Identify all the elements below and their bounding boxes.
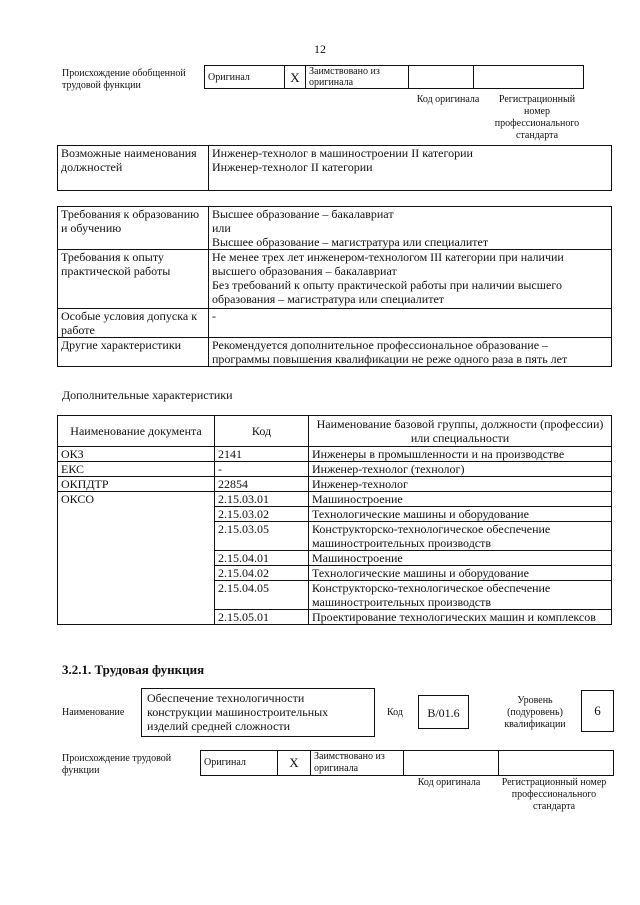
positions-values xyxy=(209,146,612,191)
header-doc: Наименование документа xyxy=(58,416,215,447)
origin-borrowed-cell: Заимствовано из оригинала xyxy=(306,66,409,89)
page-number: 12 xyxy=(314,42,326,56)
function-name-label: Наименование xyxy=(62,707,125,718)
row-name: Проектирование технологических машин и комплексов xyxy=(309,610,612,625)
table-header-row xyxy=(58,416,612,447)
row-name: Инженер-технолог xyxy=(309,477,612,492)
row-code: 2141 xyxy=(215,447,309,462)
position-item: Инженер-технолог в машиностроении II категории xyxy=(212,146,473,160)
requirement-label: Особые условия допуска к работе xyxy=(58,309,209,338)
reg-number-cell xyxy=(474,66,584,89)
requirement-line: Без требований к опыту практической работы при наличии высшего образования – магистратура или специалитет xyxy=(212,278,562,306)
position-item: Инженер-технолог II категории xyxy=(212,160,373,174)
requirement-line: Высшее образование – магистратура или специалитет xyxy=(212,235,489,249)
table-row xyxy=(58,492,612,507)
row-code: 2.15.03.02 xyxy=(215,507,309,522)
row-code: 2.15.05.01 xyxy=(215,610,309,625)
requirement-label: Другие характеристики xyxy=(58,338,209,367)
table-row xyxy=(58,477,612,492)
row-code: 2.15.03.05 xyxy=(215,522,309,551)
row-doc: ОКЗ xyxy=(58,447,215,462)
requirement-row xyxy=(58,207,612,250)
section-heading: 3.2.1. Трудовая функция xyxy=(62,662,205,677)
row-name: Инженеры в промышленности и на производстве xyxy=(309,447,612,462)
requirement-value xyxy=(209,309,612,338)
requirement-value xyxy=(209,207,612,250)
row-doc: ЕКС xyxy=(58,462,215,477)
header-code: Код xyxy=(215,416,309,447)
origin-function-code-cell xyxy=(404,751,499,776)
requirement-value xyxy=(209,338,612,367)
additional-table xyxy=(57,415,612,625)
table-row xyxy=(58,462,612,477)
origin-function-original-cell: Оригинал xyxy=(201,751,278,776)
row-name: Технологические машины и оборудование xyxy=(309,566,612,581)
row-code: 2.15.04.02 xyxy=(215,566,309,581)
origin-function-table xyxy=(200,750,614,776)
requirement-line: Не менее трех лет инженером-технологом III категории при наличии высшего образования – бакалавриат xyxy=(212,250,564,278)
row-name: Технологические машины и оборудование xyxy=(309,507,612,522)
row-name: Машиностроение xyxy=(309,551,612,566)
requirement-line: Высшее образование – бакалавриат xyxy=(212,207,394,221)
code-original-caption: Код оригинала xyxy=(416,94,480,105)
header-name: Наименование базовой группы, должности (профессии) или специальности xyxy=(309,416,612,447)
function-code-box: B/01.6 xyxy=(418,695,469,729)
row-doc: ОКСО xyxy=(58,492,215,625)
origin-mark: X xyxy=(285,66,306,89)
row-name: Инженер-технолог (технолог) xyxy=(309,462,612,477)
positions-table xyxy=(57,145,612,191)
origin-function-borrowed-cell: Заимствовано из оригинала xyxy=(311,751,404,776)
origin-function-reg-cell xyxy=(499,751,614,776)
requirement-row xyxy=(58,250,612,309)
requirements-table xyxy=(57,206,612,367)
row-code: 2.15.03.01 xyxy=(215,492,309,507)
requirement-line: - xyxy=(212,309,216,323)
row-code: 2.15.04.05 xyxy=(215,581,309,610)
origin-function-reg-caption: Регистрационный номер профессионального стандарта xyxy=(501,777,607,812)
origin-function-label: Происхождение трудовой функции xyxy=(62,753,172,776)
origin-generalized-table xyxy=(204,65,584,89)
row-doc: ОКПДТР xyxy=(58,477,215,492)
row-code: 22854 xyxy=(215,477,309,492)
origin-original-cell: Оригинал xyxy=(205,66,285,89)
reg-number-caption: Регистрационный номер профессионального стандарта xyxy=(494,94,580,141)
origin-generalized-label: Происхождение обобщенной трудовой функции xyxy=(62,68,186,91)
requirement-row xyxy=(58,338,612,367)
level-box: 6 xyxy=(581,690,614,732)
code-original-cell xyxy=(409,66,474,89)
function-code-label: Код xyxy=(387,707,403,718)
requirement-row xyxy=(58,309,612,338)
row-name: Конструкторско-технологическое обеспечение машиностроительных производств xyxy=(309,522,612,551)
requirement-line: Рекомендуется дополнительное профессиональное образование – программы повышения квалификации не реже одного раза в пять лет xyxy=(212,338,568,366)
requirement-label: Требования к опыту практической работы xyxy=(58,250,209,309)
row-name: Машиностроение xyxy=(309,492,612,507)
origin-function-code-caption: Код оригинала xyxy=(417,777,481,788)
row-code: - xyxy=(215,462,309,477)
row-code: 2.15.04.01 xyxy=(215,551,309,566)
row-name: Конструкторско-технологическое обеспечение машиностроительных производств xyxy=(309,581,612,610)
positions-label: Возможные наименования должностей xyxy=(58,146,209,191)
level-label: Уровень (подуровень) квалификации xyxy=(504,695,566,730)
requirement-value xyxy=(209,250,612,309)
origin-function-mark: X xyxy=(278,751,311,776)
additional-title: Дополнительные характеристики xyxy=(62,388,233,402)
function-name-box: Обеспечение технологичности конструкции машиностроительных изделий средней сложности xyxy=(141,688,375,737)
requirement-label: Требования к образованию и обучению xyxy=(58,207,209,250)
table-row xyxy=(58,447,612,462)
requirement-line: или xyxy=(212,221,231,235)
